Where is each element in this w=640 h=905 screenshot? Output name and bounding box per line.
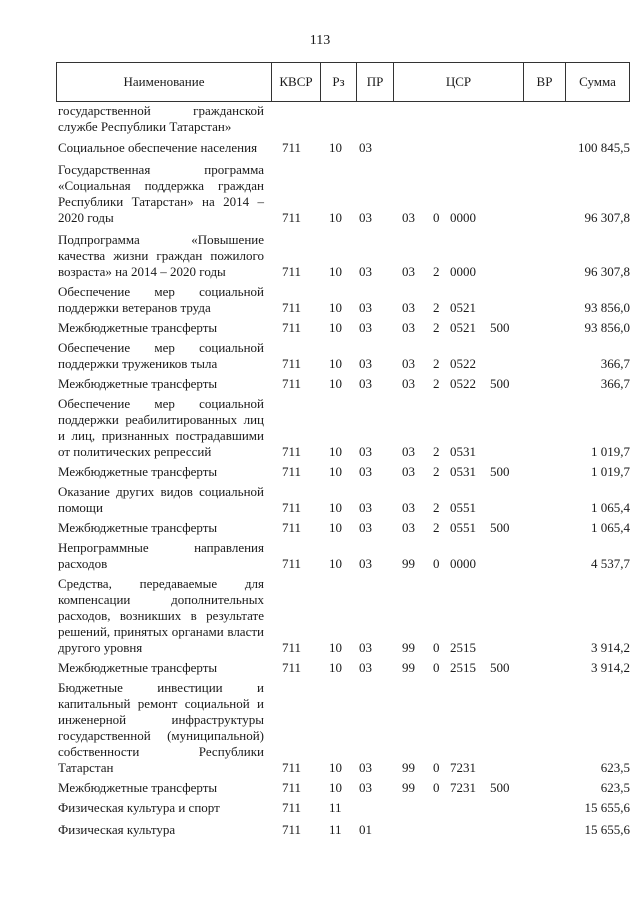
row-name: Межбюджетные трансферты bbox=[58, 660, 218, 675]
table-row bbox=[58, 800, 630, 816]
cell-csr3: 7231 bbox=[450, 760, 476, 775]
cell-sum: 366,7 bbox=[600, 376, 630, 391]
cell-rz: 10 bbox=[329, 140, 342, 155]
cell-csr2: 2 bbox=[433, 320, 440, 335]
cell-csr2: 2 bbox=[433, 500, 440, 515]
cell-sum: 3 914,2 bbox=[591, 640, 630, 655]
row-name: Государственная программа «Социальная поддержка граждан Республики Татарстан» на 2014 – 2020 годы bbox=[58, 162, 264, 225]
cell-rz: 11 bbox=[329, 800, 342, 815]
cell-kvsr: 711 bbox=[282, 500, 302, 515]
cell-csr1: 03 bbox=[402, 264, 415, 279]
row-values bbox=[58, 140, 630, 156]
cell-sum: 93 856,0 bbox=[584, 300, 630, 315]
cell-csr2: 2 bbox=[433, 444, 440, 459]
cell-pr: 03 bbox=[359, 300, 372, 315]
cell-csr3: 0000 bbox=[450, 210, 476, 225]
table-row bbox=[58, 540, 630, 572]
row-values bbox=[58, 356, 630, 372]
cell-rz: 11 bbox=[329, 822, 342, 837]
cell-kvsr: 711 bbox=[282, 210, 302, 225]
cell-rz: 10 bbox=[329, 264, 342, 279]
header-sum: Сумма bbox=[565, 63, 629, 101]
row-values bbox=[58, 210, 630, 226]
cell-csr3: 0531 bbox=[450, 444, 476, 459]
cell-csr3: 0551 bbox=[450, 500, 476, 515]
cell-sum: 366,7 bbox=[600, 356, 630, 371]
cell-rz: 10 bbox=[329, 356, 342, 371]
cell-sum: 3 914,2 bbox=[591, 660, 630, 675]
row-values bbox=[58, 444, 630, 460]
cell-kvsr: 711 bbox=[282, 300, 302, 315]
row-values bbox=[58, 556, 630, 572]
cell-rz: 10 bbox=[329, 444, 342, 459]
cell-rz: 10 bbox=[329, 376, 342, 391]
page-number: 113 bbox=[309, 33, 331, 48]
cell-pr: 03 bbox=[359, 264, 372, 279]
cell-kvsr: 711 bbox=[282, 660, 302, 675]
row-name: Физическая культура bbox=[58, 822, 176, 837]
cell-csr2: 0 bbox=[433, 760, 440, 775]
row-values bbox=[58, 500, 630, 516]
cell-pr: 03 bbox=[359, 556, 372, 571]
table-row bbox=[58, 232, 630, 280]
cell-pr: 03 bbox=[359, 500, 372, 515]
row-values bbox=[58, 320, 630, 336]
table-row bbox=[58, 484, 630, 516]
table-row bbox=[58, 576, 630, 656]
cell-kvsr: 711 bbox=[282, 822, 302, 837]
cell-csr2: 2 bbox=[433, 376, 440, 391]
row-values bbox=[58, 119, 630, 135]
cell-rz: 10 bbox=[329, 464, 342, 479]
cell-csr2: 2 bbox=[433, 356, 440, 371]
cell-csr3: 2515 bbox=[450, 660, 476, 675]
cell-csr1: 99 bbox=[402, 660, 415, 675]
cell-csr1: 03 bbox=[402, 210, 415, 225]
row-name: Обеспечение мер социальной поддержки тружеников тыла bbox=[58, 340, 264, 371]
cell-pr: 03 bbox=[359, 444, 372, 459]
cell-pr: 03 bbox=[359, 376, 372, 391]
cell-csr2: 0 bbox=[433, 640, 440, 655]
table-row bbox=[58, 396, 630, 460]
cell-pr: 01 bbox=[359, 822, 372, 837]
cell-kvsr: 711 bbox=[282, 264, 302, 279]
cell-csr1: 03 bbox=[402, 444, 415, 459]
cell-csr1: 03 bbox=[402, 464, 415, 479]
cell-csr3: 0521 bbox=[450, 300, 476, 315]
cell-csr1: 03 bbox=[402, 320, 415, 335]
cell-rz: 10 bbox=[329, 780, 342, 795]
row-values bbox=[58, 780, 630, 796]
cell-pr: 03 bbox=[359, 660, 372, 675]
cell-vr: 500 bbox=[490, 464, 510, 479]
header-pr: ПР bbox=[356, 63, 393, 101]
cell-csr1: 99 bbox=[402, 780, 415, 795]
row-values bbox=[58, 300, 630, 316]
cell-pr: 03 bbox=[359, 760, 372, 775]
cell-rz: 10 bbox=[329, 760, 342, 775]
cell-pr: 03 bbox=[359, 780, 372, 795]
cell-sum: 4 537,7 bbox=[591, 556, 630, 571]
cell-csr2: 0 bbox=[433, 780, 440, 795]
cell-pr: 03 bbox=[359, 140, 372, 155]
row-name: Межбюджетные трансферты bbox=[58, 464, 218, 479]
table-body bbox=[58, 103, 630, 844]
cell-csr3: 0522 bbox=[450, 356, 476, 371]
cell-csr3: 0522 bbox=[450, 376, 476, 391]
row-name: государственной гражданской службе Республики Татарстан» bbox=[58, 103, 264, 134]
table-row bbox=[58, 822, 630, 838]
header-csr: ЦСР bbox=[393, 63, 523, 101]
cell-sum: 96 307,8 bbox=[584, 210, 630, 225]
cell-pr: 03 bbox=[359, 464, 372, 479]
cell-csr1: 03 bbox=[402, 300, 415, 315]
cell-pr: 03 bbox=[359, 520, 372, 535]
row-name: Подпрограмма «Повышение качества жизни граждан пожилого возраста» на 2014 – 2020 годы bbox=[58, 232, 264, 279]
cell-sum: 100 845,5 bbox=[578, 140, 630, 155]
header-kvsr: КВСР bbox=[271, 63, 320, 101]
header-name: Наименование bbox=[123, 74, 205, 89]
table-header bbox=[56, 62, 630, 102]
cell-csr2: 2 bbox=[433, 520, 440, 535]
cell-csr2: 0 bbox=[433, 660, 440, 675]
cell-rz: 10 bbox=[329, 640, 342, 655]
cell-sum: 1 065,4 bbox=[591, 520, 630, 535]
cell-kvsr: 711 bbox=[282, 356, 302, 371]
row-name: Межбюджетные трансферты bbox=[58, 780, 218, 795]
row-values bbox=[58, 264, 630, 280]
cell-sum: 623,5 bbox=[600, 780, 630, 795]
cell-kvsr: 711 bbox=[282, 800, 302, 815]
cell-csr3: 0000 bbox=[450, 264, 476, 279]
cell-csr2: 2 bbox=[433, 464, 440, 479]
cell-sum: 96 307,8 bbox=[584, 264, 630, 279]
cell-csr3: 2515 bbox=[450, 640, 476, 655]
cell-kvsr: 711 bbox=[282, 140, 302, 155]
cell-sum: 15 655,6 bbox=[584, 822, 630, 837]
cell-vr: 500 bbox=[490, 320, 510, 335]
cell-csr1: 03 bbox=[402, 500, 415, 515]
row-name: Средства, передаваемые для компенсации дополнительных расходов, возникших в результате решений, принятых органами власти другого уровня bbox=[58, 576, 264, 655]
cell-kvsr: 711 bbox=[282, 444, 302, 459]
cell-csr1: 03 bbox=[402, 356, 415, 371]
cell-sum: 1 019,7 bbox=[591, 464, 630, 479]
row-values bbox=[58, 800, 630, 816]
row-values bbox=[58, 822, 630, 838]
row-values bbox=[58, 660, 630, 676]
cell-vr: 500 bbox=[490, 780, 510, 795]
cell-pr: 03 bbox=[359, 640, 372, 655]
cell-rz: 10 bbox=[329, 300, 342, 315]
cell-kvsr: 711 bbox=[282, 464, 302, 479]
table-row bbox=[58, 284, 630, 316]
table-row bbox=[58, 680, 630, 776]
header-vr: ВР bbox=[523, 63, 565, 101]
cell-kvsr: 711 bbox=[282, 640, 302, 655]
cell-pr: 03 bbox=[359, 210, 372, 225]
cell-csr2: 2 bbox=[433, 264, 440, 279]
cell-csr1: 03 bbox=[402, 376, 415, 391]
cell-csr1: 99 bbox=[402, 640, 415, 655]
row-name: Межбюджетные трансферты bbox=[58, 520, 218, 535]
cell-csr3: 0000 bbox=[450, 556, 476, 571]
cell-csr2: 0 bbox=[433, 210, 440, 225]
cell-kvsr: 711 bbox=[282, 760, 302, 775]
row-name: Непрограммные направления расходов bbox=[58, 540, 264, 571]
row-name: Обеспечение мер социальной поддержки ветеранов труда bbox=[58, 284, 264, 315]
cell-rz: 10 bbox=[329, 320, 342, 335]
cell-sum: 1 065,4 bbox=[591, 500, 630, 515]
row-values bbox=[58, 464, 630, 480]
cell-rz: 10 bbox=[329, 210, 342, 225]
cell-csr3: 0521 bbox=[450, 320, 476, 335]
cell-pr: 03 bbox=[359, 320, 372, 335]
row-values bbox=[58, 520, 630, 536]
row-name: Межбюджетные трансферты bbox=[58, 376, 218, 391]
table-row bbox=[58, 376, 630, 392]
table-row bbox=[58, 780, 630, 796]
cell-kvsr: 711 bbox=[282, 520, 302, 535]
cell-vr: 500 bbox=[490, 660, 510, 675]
cell-csr1: 03 bbox=[402, 520, 415, 535]
row-values bbox=[58, 640, 630, 656]
row-values bbox=[58, 760, 630, 776]
cell-pr: 03 bbox=[359, 356, 372, 371]
cell-sum: 15 655,6 bbox=[584, 800, 630, 815]
cell-vr: 500 bbox=[490, 520, 510, 535]
cell-kvsr: 711 bbox=[282, 780, 302, 795]
cell-csr3: 0531 bbox=[450, 464, 476, 479]
cell-vr: 500 bbox=[490, 376, 510, 391]
table-row bbox=[58, 140, 630, 156]
table-row bbox=[58, 340, 630, 372]
cell-kvsr: 711 bbox=[282, 376, 302, 391]
table-row bbox=[58, 464, 630, 480]
row-name: Социальное обеспечение населения bbox=[58, 140, 258, 155]
cell-csr2: 2 bbox=[433, 300, 440, 315]
row-name: Межбюджетные трансферты bbox=[58, 320, 218, 335]
row-name: Физическая культура и спорт bbox=[58, 800, 220, 815]
cell-rz: 10 bbox=[329, 556, 342, 571]
row-name: Оказание других видов социальной помощи bbox=[58, 484, 264, 515]
cell-sum: 93 856,0 bbox=[584, 320, 630, 335]
cell-csr3: 0551 bbox=[450, 520, 476, 535]
cell-csr1: 99 bbox=[402, 760, 415, 775]
cell-sum: 623,5 bbox=[600, 760, 630, 775]
row-values bbox=[58, 376, 630, 392]
cell-csr3: 7231 bbox=[450, 780, 476, 795]
cell-rz: 10 bbox=[329, 520, 342, 535]
cell-rz: 10 bbox=[329, 500, 342, 515]
table-row bbox=[58, 103, 630, 135]
row-name: Бюджетные инвестиции и капитальный ремонт социальной и инженерной инфраструктуры государственной (муниципальной) собственности Республики Татарстан bbox=[58, 680, 264, 775]
table-row bbox=[58, 320, 630, 336]
table-row bbox=[58, 162, 630, 226]
cell-rz: 10 bbox=[329, 660, 342, 675]
header-rz: Рз bbox=[320, 63, 356, 101]
cell-kvsr: 711 bbox=[282, 556, 302, 571]
cell-kvsr: 711 bbox=[282, 320, 302, 335]
row-name: Обеспечение мер социальной поддержки реабилитированных лиц и лиц, признанных пострадавшими от политических репрессий bbox=[58, 396, 264, 459]
cell-csr2: 0 bbox=[433, 556, 440, 571]
cell-sum: 1 019,7 bbox=[591, 444, 630, 459]
cell-csr1: 99 bbox=[402, 556, 415, 571]
table-row bbox=[58, 660, 630, 676]
table-row bbox=[58, 520, 630, 536]
